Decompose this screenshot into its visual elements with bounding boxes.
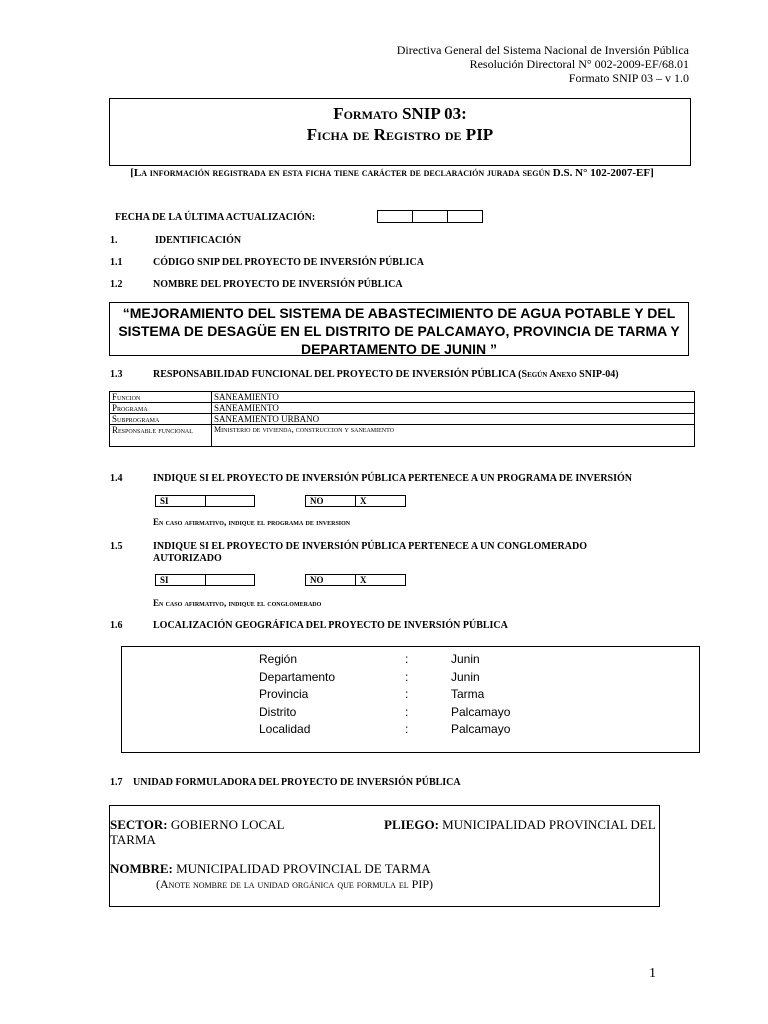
table-key: Subprograma [110, 414, 212, 425]
header-format-version: Formato SNIP 03 – v 1.0 [568, 71, 689, 85]
program-no-field[interactable] [305, 495, 406, 507]
last-update-date-field[interactable] [378, 210, 483, 223]
section-1-2-heading [0, 279, 768, 291]
section-1-3-heading [0, 369, 768, 381]
section-suffix: (Según Anexo SNIP-04) [518, 369, 619, 380]
section-number: 1.3 [110, 369, 123, 380]
section-label-group [153, 369, 619, 381]
location-sep: : [405, 722, 409, 736]
table-row [110, 392, 695, 403]
section-label: NOMBRE DEL PROYECTO DE INVERSIÓN PÚBLICA [153, 279, 403, 290]
location-value: Tarma [451, 687, 485, 701]
sector-label: SECTOR: [110, 817, 168, 832]
location-sep: : [405, 687, 409, 701]
yes-checkbox[interactable] [205, 495, 255, 507]
section-label: IDENTIFICACIÓN [155, 235, 242, 246]
location-value: Palcamayo [451, 722, 511, 736]
section-number: 1.6 [110, 620, 123, 631]
location-value: Palcamayo [451, 705, 511, 719]
header-directive: Directiva General del Sistema Nacional de Inversión Pública [396, 43, 689, 57]
formulating-unit-box [109, 805, 660, 907]
table-key: Responsable funcional [110, 425, 212, 447]
date-cell-month[interactable] [412, 210, 448, 223]
section-number: 1.2 [110, 279, 123, 290]
table-value: Ministerio de vivienda, construccion y saneamiento [212, 425, 695, 447]
project-name-box: “MEJORAMIENTO DEL SISTEMA DE ABASTECIMIENTO DE AGUA POTABLE Y DEL SISTEMA DE DESAGÜE EN EL DISTRITO DE PALCAMAYO, PROVINCIA DE TARMA Y DEPARTAMENTO DE JUNIN ” [109, 302, 689, 356]
location-sep: : [405, 670, 409, 684]
table-value: SANEAMIENTO [212, 392, 695, 403]
yes-label: SI [155, 574, 206, 586]
section-label-cont: AUTORIZADO [153, 553, 222, 564]
conglomerate-no-field[interactable] [305, 574, 406, 586]
location-key: Región [259, 652, 298, 666]
location-key: Localidad [259, 722, 311, 736]
section-label: RESPONSABILIDAD FUNCIONAL DEL PROYECTO DE INVERSIÓN PÚBLICA [153, 369, 516, 380]
section-label: UNIDAD FORMULADORA DEL PROYECTO DE INVERSIÓN PÚBLICA [133, 777, 461, 788]
responsibility-table [109, 391, 695, 447]
date-cell-day[interactable] [377, 210, 413, 223]
pliego-value: MUNICIPALIDAD PROVINCIAL DEL [442, 817, 656, 832]
sector-line [110, 818, 285, 832]
table-value: SANEAMIENTO URBANO [212, 414, 695, 425]
table-row [110, 414, 695, 425]
sector-value: GOBIERNO LOCAL [170, 817, 285, 832]
date-cell-year[interactable] [447, 210, 483, 223]
page-number: 1 [649, 966, 656, 981]
section-label: INDIQUE SI EL PROYECTO DE INVERSIÓN PÚBLICA PERTENECE A UN PROGRAMA DE INVERSIÓN [153, 473, 632, 484]
location-key: Distrito [259, 705, 297, 719]
pliego-value-cont: TARMA [110, 832, 156, 847]
conglomerate-note: En caso afirmativo, indique el conglomerado [153, 598, 322, 608]
nombre-value: MUNICIPALIDAD PROVINCIAL DE TARMA [176, 861, 431, 876]
section-number: 1. [110, 235, 118, 246]
conglomerate-yes-field[interactable] [155, 574, 255, 586]
header-resolution: Resolución Directoral N° 002-2009-EF/68.01 [469, 57, 689, 71]
no-label: NO [305, 574, 356, 586]
section-label: INDIQUE SI EL PROYECTO DE INVERSIÓN PÚBLICA PERTENECE A UN CONGLOMERADO [153, 541, 587, 552]
program-yes-field[interactable] [155, 495, 255, 507]
yes-checkbox[interactable] [205, 574, 255, 586]
section-1-1-heading [0, 257, 768, 269]
location-sep: : [405, 705, 409, 719]
no-checkbox[interactable]: X [355, 574, 406, 586]
table-key: Programa [110, 403, 212, 414]
table-row [110, 425, 695, 447]
title-box [109, 98, 691, 166]
location-key: Departamento [259, 670, 336, 684]
location-value: Junin [451, 670, 480, 684]
section-number: 1.5 [110, 541, 123, 552]
last-update-label: FECHA DE LA ÚLTIMA ACTUALIZACIÓN: [115, 212, 316, 223]
table-key: Funcion [110, 392, 212, 403]
location-value: Junin [451, 652, 480, 666]
title-line-2: Ficha de Registro de PIP [306, 125, 494, 144]
section-1-7-heading [0, 777, 768, 789]
location-box [121, 646, 700, 753]
nombre-line [110, 862, 431, 876]
document-header [397, 43, 689, 85]
section-1-4-heading [0, 473, 768, 485]
location-key: Provincia [259, 687, 309, 701]
location-sep: : [405, 652, 409, 666]
no-label: NO [305, 495, 356, 507]
section-1-6-heading [0, 620, 768, 632]
declaration-note: [La información registrada en esta ficha tiene carácter de declaración jurada según D.S. N° 102-2007-EF] [130, 167, 654, 179]
title-line-1: Formato SNIP 03: [333, 104, 467, 123]
nombre-label: NOMBRE: [110, 861, 173, 876]
pliego-label: PLIEGO: [384, 817, 439, 832]
no-checkbox[interactable]: X [355, 495, 406, 507]
section-label: LOCALIZACIÓN GEOGRÁFICA DEL PROYECTO DE INVERSIÓN PÚBLICA [153, 620, 508, 631]
section-label: CÓDIGO SNIP DEL PROYECTO DE INVERSIÓN PÚBLICA [153, 257, 424, 268]
yes-label: SI [155, 495, 206, 507]
program-note: En caso afirmativo, indique el programa de inversion [153, 517, 351, 527]
table-row [110, 403, 695, 414]
nombre-note: (Anote nombre de la unidad orgánica que formula el PIP) [156, 877, 433, 891]
section-1-heading [0, 235, 768, 247]
section-number: 1.4 [110, 473, 123, 484]
section-number: 1.1 [110, 257, 123, 268]
table-value: SANEAMIENTO [212, 403, 695, 414]
pliego-line [384, 818, 656, 832]
section-1-5-heading [0, 541, 768, 565]
section-number: 1.7 [110, 777, 123, 788]
